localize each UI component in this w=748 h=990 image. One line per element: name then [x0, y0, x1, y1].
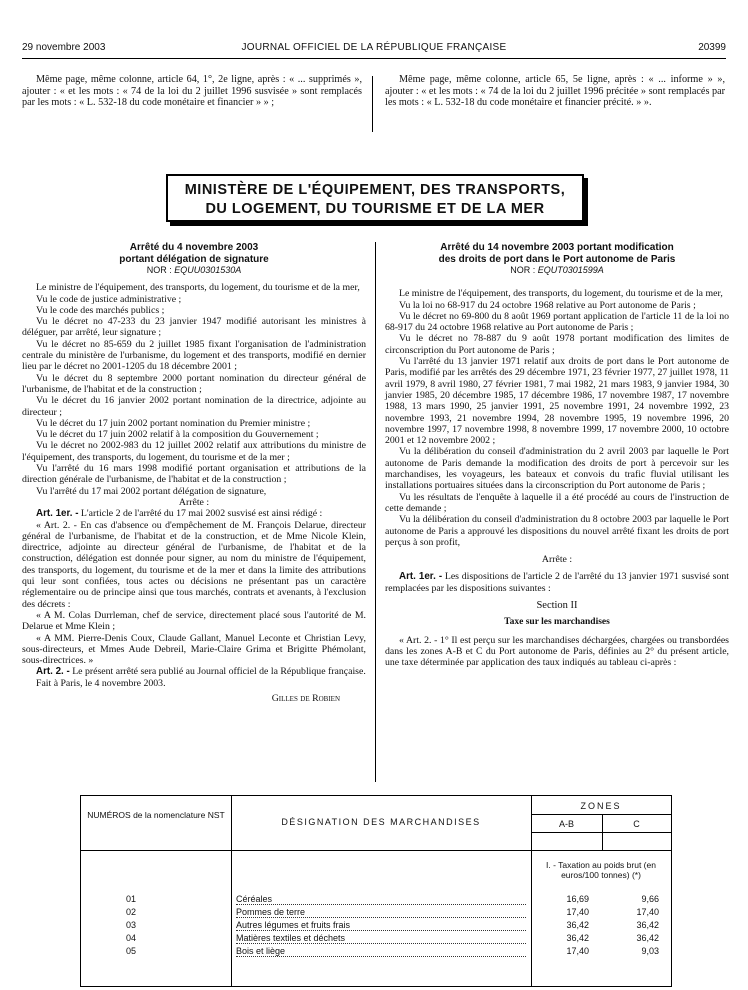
- article-1-label: Art. 1er. -: [36, 508, 79, 520]
- arrete-label: Arrête :: [178, 496, 210, 508]
- table-row: [81, 894, 671, 907]
- header-page-number: 20399: [698, 42, 726, 53]
- zone-ab-rate: 36,42: [566, 933, 589, 943]
- ministry-line-1: MINISTÈRE DE L'ÉQUIPEMENT, DES TRANSPORTS,: [184, 182, 566, 198]
- ministry-line-2: DU LOGEMENT, DU TOURISME ET DE LA MER: [205, 201, 545, 217]
- header-date: 29 novembre 2003: [22, 42, 106, 53]
- table-header-zones: ZONES: [580, 801, 622, 811]
- ministry-heading-box: [166, 174, 584, 222]
- column-divider: [372, 76, 373, 132]
- paragraph: Vu le décret no 2002-983 du 12 juillet 2002 relatif aux attributions du ministre de l'équipement, des transports, du logement, du tourisme et de la mer ;: [22, 440, 366, 463]
- right-article-nor: [385, 265, 729, 276]
- article-2: [22, 666, 366, 677]
- nor-label: NOR :: [146, 265, 175, 275]
- column-divider: [375, 242, 376, 782]
- designation: Pommes de terre: [236, 907, 526, 918]
- table-row-divider: [81, 850, 671, 851]
- section-number: Section II: [536, 600, 578, 612]
- nst-number: 03: [125, 920, 136, 930]
- running-header: [22, 40, 726, 59]
- article-1: [22, 508, 366, 519]
- zone-c-rate: 36,42: [636, 933, 659, 943]
- designation: Matières textiles et déchets: [236, 933, 526, 944]
- paragraph: Vu le décret no 78-887 du 9 août 1978 portant modification des limites de circonscription du Port autonome de Paris ;: [385, 333, 729, 356]
- tariff-table: [80, 795, 672, 987]
- zone-c-rate: 36,42: [636, 920, 659, 930]
- paragraph: Le ministre de l'équipement, des transports, du logement, du tourisme et de la mer,: [36, 282, 360, 294]
- paragraph: Vu le décret no 69-800 du 8 août 1969 portant application de l'article 11 de la loi no 68-917 du 24 octobre 1968 relative au Port autonome de Paris ;: [385, 310, 729, 334]
- article-2-quote-2: « A M. Colas Durrleman, chef de service, directement placé sous l'autorité de M. Delarue et Mme Klein ;: [22, 609, 366, 633]
- table-row: [81, 933, 671, 946]
- paragraph: Vu le décret du 16 janvier 2002 portant nomination de la directrice, adjointe au directeur ;: [22, 395, 366, 418]
- nst-number: 05: [125, 946, 136, 956]
- paragraph: Vu la délibération du conseil d'administration du 2 avril 2003 par laquelle le Port autonome de Paris demande la modification des droits de port à percevoir sur les marchandises, les voyageurs, les bateaux et convois du trafic fluvial utilisant les installations portuaires situées dans la circonscription du Port autonome de Paris ;: [385, 446, 729, 492]
- table-row-divider: [531, 832, 671, 833]
- article-1-text: Les dispositions de l'article 2 de l'arrêté du 13 janvier 1971 susvisé sont remplacées par les dispositions suivantes :: [385, 571, 729, 594]
- article-1-label: Art. 1er. -: [399, 571, 443, 583]
- right-article: [385, 242, 729, 669]
- nst-number: 01: [125, 894, 136, 904]
- article-2-quote-1: « Art. 2. - En cas d'absence ou d'empêchement de M. François Delarue, directeur général de l'urbanisme, de l'habitat et de la construction, et de Mme Nicole Klein, directrice, adjointe au directeur général de l'urbanisme, de l'habitat et de la construction, délégation est donnée pour signer, au nom du ministre de l'équipement, des transports, du logement, du tourisme et de la mer et dans la limite des attributions qui leur sont confiées, tous actes ou décisions ne présentant pas un caractère réglementaire ou de principe ainsi que tous marchés, contrats et avenants, à l'exclusion des décrets :: [22, 519, 366, 610]
- table-header-zone-ab: A-B: [558, 819, 574, 829]
- article-1: [385, 571, 729, 594]
- table-row: [81, 907, 671, 920]
- designation: Céréales: [236, 894, 526, 905]
- left-article-title-2: portant délégation de signature: [119, 253, 269, 265]
- zone-c-rate: 17,40: [636, 907, 659, 917]
- paragraph: Vu le décret du 17 juin 2002 relatif à la composition du Gouvernement ;: [36, 429, 319, 441]
- signature: Gilles de Robien: [271, 692, 340, 704]
- table-subheader: I. - Taxation au poids brut (en euros/100 tonnes) (*): [546, 860, 656, 880]
- zone-ab-rate: 17,40: [566, 946, 589, 956]
- left-article-nor: [22, 265, 366, 276]
- paragraph: Vu les résultats de l'enquête à laquelle il a été procédé au cours de l'instruction de cette demande ;: [385, 491, 729, 514]
- article-1-text: L'article 2 de l'arrêté du 17 mai 2002 susvisé est ainsi rédigé :: [78, 508, 323, 520]
- paragraph: Vu le décret du 8 septembre 2000 portant nomination du directeur général de l'urbanisme, de l'habitat et de la construction ;: [22, 372, 366, 395]
- nor-code: EQUT0301599A: [537, 265, 604, 275]
- section-title: Taxe sur les marchandises: [504, 617, 610, 628]
- zone-c-rate: 9,03: [641, 946, 659, 956]
- table-header-designation: DÉSIGNATION DES MARCHANDISES: [281, 817, 481, 827]
- table-header-zone-c: C: [633, 819, 640, 829]
- table-row-divider: [531, 814, 671, 815]
- table-header-nst: NUMÉROS de la nomenclature NST: [87, 810, 225, 820]
- zone-c-rate: 9,66: [641, 894, 659, 904]
- zone-ab-rate: 17,40: [566, 907, 589, 917]
- zone-ab-rate: 16,69: [566, 894, 589, 904]
- designation: Bois et liège: [236, 946, 526, 957]
- paragraph: Vu la délibération du conseil d'administration du 8 octobre 2003 par laquelle le Port autonome de Paris a approuvé les dispositions du nouvel arrêté fixant les droits de port perçus à son profit,: [385, 514, 729, 548]
- fait-a-paris: Fait à Paris, le 4 novembre 2003.: [36, 677, 166, 689]
- right-article-title-1: Arrêté du 14 novembre 2003 portant modification: [440, 242, 674, 253]
- erratum-right: [385, 74, 725, 109]
- left-article-title-1: Arrêté du 4 novembre 2003: [129, 242, 259, 253]
- right-article-title-2: des droits de port dans le Port autonome de Paris: [438, 253, 676, 265]
- nst-number: 02: [125, 907, 136, 917]
- article-2-label: Art. 2. -: [36, 666, 70, 678]
- left-article: [22, 242, 366, 704]
- table-row: [81, 946, 671, 959]
- nst-number: 04: [125, 933, 136, 943]
- erratum-left-text: Même page, même colonne, article 64, 1°, 2e ligne, après : « ... supprimés », ajouter : « et les mots : « 74 de la loi du 2 juillet 1996 susvisée » sont remplacés par les mots : « L. 532-18 du code monétaire et financier » » ;: [22, 74, 362, 109]
- header-journal-title: JOURNAL OFFICIEL DE LA RÉPUBLIQUE FRANÇAISE: [241, 42, 507, 53]
- article-2-quote-3: « A MM. Pierre-Denis Coux, Claude Gallant, Manuel Leconte et Christian Levy, sous-directeurs, et Mmes Aude Debreil, Marie-Claire Grima et Brigitte Phémolant, sous-directrices. »: [22, 632, 366, 667]
- paragraph: Le ministre de l'équipement, des transports, du logement, du tourisme et de la mer,: [399, 288, 723, 300]
- zone-ab-rate: 36,42: [566, 920, 589, 930]
- table-row: [81, 920, 671, 933]
- paragraph: Vu l'arrêté du 17 mai 2002 portant délégation de signature,: [36, 485, 267, 497]
- paragraph: Vu le code des marchés publics ;: [36, 304, 165, 316]
- nor-code: EQUU0301530A: [174, 265, 242, 275]
- paragraph: Vu le code de justice administrative ;: [36, 293, 182, 305]
- paragraph: Vu l'arrêté du 16 mars 1998 modifié portant organisation et attributions de la direction générale de l'urbanisme, de l'habitat et de la construction ;: [22, 463, 366, 486]
- paragraph: Vu la loi no 68-917 du 24 octobre 1968 relative au Port autonome de Paris ;: [399, 299, 696, 311]
- erratum-right-text: Même page, même colonne, article 65, 5e ligne, après : « ... informe » », ajouter : « et les mots : « 74 de la loi du 2 juillet 1996 précitée » sont remplacés par les mots : « L. 532-18 du code monétaire et financier précité. » ».: [385, 74, 725, 109]
- nor-label: NOR :: [510, 265, 538, 275]
- paragraph: Vu le décret no 47-233 du 23 janvier 1947 modifié autorisant les ministres à déléguer, par arrêté, leur signature ;: [22, 316, 366, 339]
- erratum-left: [22, 74, 362, 109]
- designation: Autres légumes et fruits frais: [236, 920, 526, 931]
- paragraph: Vu le décret no 85-659 du 2 juillet 1985 fixant l'organisation de l'administration centrale du ministère de l'urbanisme, du logement et des transports, modifié en dernier lieu par le décret no 2001-1205 du 18 décembre 2001 ;: [22, 338, 366, 373]
- arrete-label: Arrête :: [541, 554, 573, 566]
- paragraph: Vu l'arrêté du 13 janvier 1971 relatif aux droits de port dans le Port autonome de Paris, modifié par les arrêtés des 29 décembre 1971, 23 février 1977, 27 juillet 1978, 11 avril 1979, 8 avril 1980, 27 février 1981, 7 mai 1982, 21 mars 1983, 9 janvier 1984, 30 janvier 1985, 20 décembre 1985, 17 décembre 1986, 17 novembre 1987, 17 novembre 1988, 13 mars 1990, 25 janvier 1991, 25 novembre 1991, 24 novembre 1992, 23 novembre 1993, 21 novembre 1994, 28 novembre 1995, 19 novembre 1996, 20 novembre 1997, 17 novembre 1998, 8 novembre 1999, 17 novembre 2000, 10 octobre 2001 et 12 novembre 2002 ;: [385, 356, 729, 447]
- paragraph: Vu le décret du 17 juin 2002 portant nomination du Premier ministre ;: [36, 417, 311, 429]
- article-2-quote: « Art. 2. - 1° Il est perçu sur les marchandises déchargées, chargées ou transbordées dans les zones A-B et C du Port autonome de Paris, définies au 2° du présent article, une taxe déterminée par application des taux indiqués au tableau ci-après :: [385, 634, 729, 669]
- left-article-paragraphs: [22, 282, 366, 497]
- article-2-text: Le présent arrêté sera publié au Journal officiel de la République française.: [69, 666, 366, 678]
